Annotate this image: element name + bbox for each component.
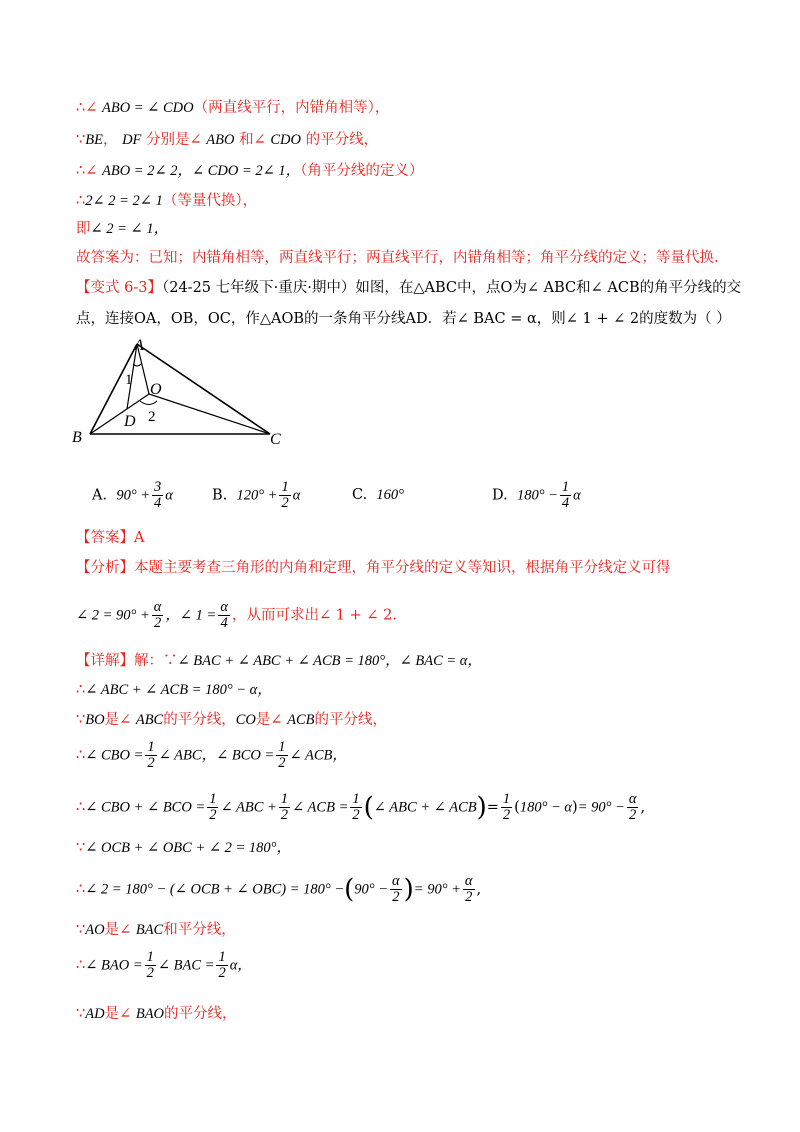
fraction: $\frac{1}{2}$ bbox=[502, 791, 511, 824]
label-c: C bbox=[270, 431, 281, 446]
detail-line-1: 【详解】解：∵∠ BAC + ∠ ABC + ∠ ACB = 180°，∠ BAC = α， bbox=[76, 653, 482, 669]
answer-line: 【答案】A bbox=[76, 530, 145, 546]
option-d[interactable]: D. 180° − $\frac{1}{4}$ α bbox=[492, 479, 581, 512]
fraction: $\frac{\alpha}{4}$ bbox=[220, 599, 228, 632]
label-o: O bbox=[150, 381, 162, 398]
fraction: $\frac{\alpha}{2}$ bbox=[464, 873, 473, 906]
fraction: $\frac{1}{2}$ bbox=[218, 949, 226, 982]
angle-2-arc bbox=[140, 401, 157, 405]
detail-line-4: ∴∠ CBO = $\frac{1}{2}$ ∠ ABC，∠ BCO = $\frac{1}{2}$ ∠ ACB， bbox=[76, 739, 347, 772]
option-c[interactable]: C. 160° bbox=[352, 487, 404, 503]
detail-line-6: ∵∠ OCB + ∠ OBC + ∠ 2 = 180°， bbox=[76, 840, 291, 856]
question-source: （24-25 七年级下·重庆·期中） bbox=[161, 280, 356, 296]
question-line-2: 点，连接OA，OB，OC，作△AOB的一条角平分线AD．若∠ BAC = α，则∠ 1 + ∠ 2的度数为（ ） bbox=[76, 311, 731, 327]
reason-note: （两直线平行，内错角相等）， bbox=[193, 100, 390, 116]
option-a[interactable]: A. 90° + $\frac{3}{4}$ α bbox=[92, 479, 173, 512]
fraction: $\frac{1}{2}$ bbox=[352, 791, 360, 824]
detail-line-9: ∴∠ BAO = $\frac{1}{2}$ ∠ BAC = $\frac{1}{2}$ α， bbox=[76, 949, 252, 982]
label-d: D bbox=[124, 413, 136, 430]
fraction: $\frac{1}{4}$ bbox=[561, 479, 570, 512]
detail-line-8: ∵AO是∠ BAC和平分线， bbox=[76, 922, 236, 938]
fraction: $\frac{1}{2}$ bbox=[281, 479, 289, 512]
fraction: $\frac{1}{2}$ bbox=[147, 739, 155, 772]
detail-line-2: ∴∠ ABC + ∠ ACB = 180° − α， bbox=[76, 682, 272, 698]
fraction: $\frac{\alpha}{2}$ bbox=[628, 791, 637, 824]
option-b[interactable]: B. 120° + $\frac{1}{2}$ α bbox=[212, 479, 301, 512]
fraction: $\frac{3}{4}$ bbox=[154, 479, 162, 512]
detail-line-10: ∵AD是∠ BAO的平分线， bbox=[76, 1006, 237, 1022]
label-angle-1: 1 bbox=[125, 372, 133, 388]
label-angle-2: 2 bbox=[148, 409, 156, 425]
fraction: $\frac{\alpha}{2}$ bbox=[392, 873, 400, 906]
answer-value: A bbox=[134, 530, 145, 546]
line-double-angles: ∴∠ ABO = 2∠ 2，∠ CDO = 2∠ 1，（角平分线的定义） bbox=[76, 163, 424, 179]
answer-summary: 故答案为：已知；内错角相等，两直线平行；两直线平行，内错角相等；角平分线的定义；等量代换. bbox=[76, 250, 719, 266]
question-tag: 【变式 6-3】 bbox=[76, 280, 162, 296]
fraction: $\frac{\alpha}{2}$ bbox=[153, 599, 162, 632]
fraction: $\frac{1}{2}$ bbox=[280, 791, 289, 824]
line-bisectors-given: ∵BE， DF 分别是∠ ABO 和∠ CDO 的平分线， bbox=[76, 132, 379, 148]
label-a: A bbox=[134, 337, 144, 354]
detail-line-7: ∴∠ 2 = 180° − (∠ OCB + ∠ OBC) = 180° −(90° − $\frac{\alpha}{2}$ )= 90° + $\frac{\alpha}{2}$ , bbox=[76, 873, 482, 906]
analysis-line: 【分析】本题主要考查三角形的内角和定理，角平分线的定义等知识，根据角平分线定义可得 bbox=[76, 560, 671, 576]
fraction: $\frac{1}{2}$ bbox=[146, 949, 154, 982]
question-line-1: 【变式 6-3】（24-25 七年级下·重庆·期中）如图，在△ABC中，点O为∠ ABC和∠ ACB的角平分线的交 bbox=[76, 280, 742, 296]
analysis-formula: ∠ 2 = 90° + $\frac{\alpha}{2}$ ，∠ 1 = $\frac{\alpha}{4}$ ，从而可求出∠ 1 + ∠ 2. bbox=[76, 599, 397, 632]
fraction: $\frac{1}{2}$ bbox=[209, 791, 217, 824]
segment-co bbox=[149, 394, 270, 434]
fraction: $\frac{1}{2}$ bbox=[278, 739, 286, 772]
label-b: B bbox=[72, 429, 82, 446]
detail-line-5: ∴∠ CBO + ∠ BCO = $\frac{1}{2}$ ∠ ABC + $\frac{1}{2}$ ∠ ACB = $\frac{1}{2}$ (∠ ABC + ∠ ACB)= $\frac{1}{2}$ (180° − α)= 90° − $\frac{\alpha}{2}$ , bbox=[76, 791, 646, 824]
line-substitution: ∴2∠ 2 = 2∠ 1（等量代换）， bbox=[76, 193, 258, 209]
line-conclusion: 即∠ 2 = ∠ 1， bbox=[76, 221, 169, 237]
detail-line-3: ∵BO是∠ ABC的平分线，CO是∠ ACB的平分线， bbox=[76, 712, 388, 728]
expr: ABO = ∠ CDO bbox=[101, 100, 194, 116]
triangle-figure bbox=[70, 336, 300, 446]
segment-bo bbox=[90, 394, 149, 434]
line-abo-cdo: ∴∠ ABO = ∠ CDO（两直线平行，内错角相等）， bbox=[76, 100, 390, 116]
